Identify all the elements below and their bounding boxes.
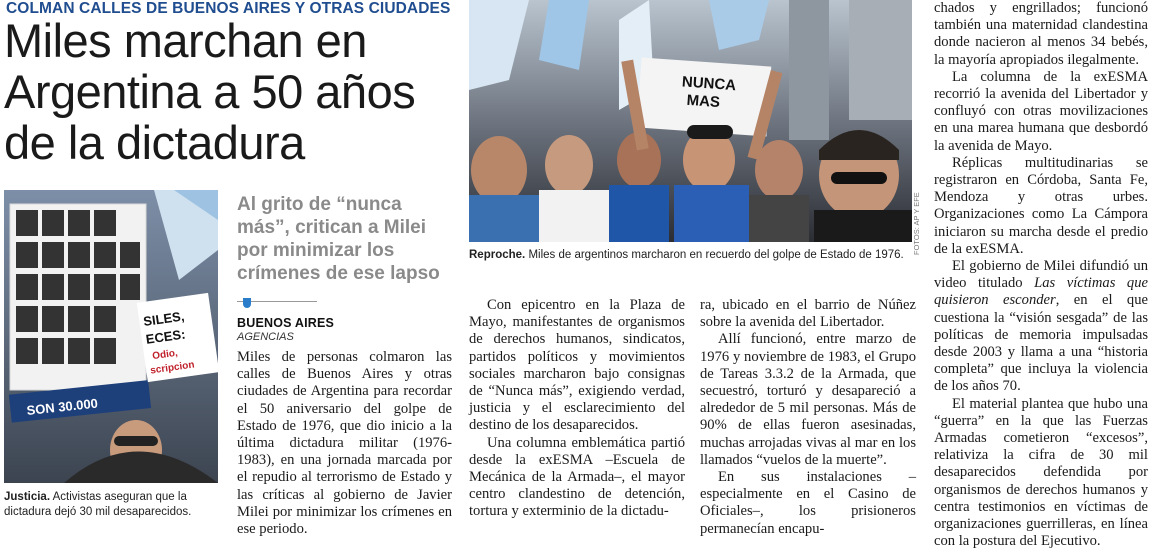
paragraph: El material plantea que hubo una “guerra” en la que las Fuerzas Armadas cometieron “excesos”, relativiza la cifra de 30 mil desaparecidos defendida por organismos de derechos humanos y centra testimonios en víctimas de organizaciones guerrilleras, en línea con la postura del Ejecutivo.	[934, 395, 1148, 550]
paragraph: La columna de la exESMA recorrió la avenida del Libertador y confluyó con otras movilizaciones en una marea humana que desbordó la avenida de Mayo.	[934, 68, 1148, 154]
main-photo	[469, 0, 912, 242]
main-photo-caption: Reproche. Miles de argentinos marcharon en recuerdo del golpe de Estado de 1976.	[469, 249, 904, 261]
article-headline: Miles marchan en Argentina a 50 años de la dictadura	[4, 14, 416, 169]
body-column-2	[469, 297, 685, 521]
left-photo-caption: Justicia. Activistas aseguran que la dictadura dejó 30 mil desaparecidos.	[4, 491, 192, 518]
pin-marker-icon	[243, 298, 251, 308]
paragraph: El gobierno de Milei difundió un video titulado Las víctimas que quisieron esconder, en el que cuestiona la “visión sesgada” de las políticas de memoria impulsadas desde 2003 y llama a una “historia completa” que incluya la violencia de los años 70.	[934, 258, 1148, 395]
paragraph: Una columna emblemática partió desde la exESMA –Escuela de Mecánica de la Armada–, el mayor centro clandestino de detención, tortura y exterminio de la dictadu-	[469, 434, 685, 520]
paragraph: chados y engrillados; funcionó también una maternidad clandestina donde nacieron al menos 34 bebés, la mayoría apropiados ilegalmente.	[934, 0, 1148, 68]
svg-text:ECES:: ECES:	[144, 326, 187, 347]
paragraph: Allí funcionó, entre marzo de 1976 y noviembre de 1983, el Grupo de Tareas 3.3.2 de la Armada, que secuestró, torturó y desapareció a alrededor de 5 mil personas. Más de 90% de ellas fueron asesinadas, muchas arrojadas vivas al mar en los llamados “vuelos de la muerte”.	[700, 331, 916, 468]
paragraph: Con epicentro en la Plaza de Mayo, manifestantes de organismos de derechos humanos, sindicatos, partidos políticos y movimientos sociales marcharon bajo consignas de “Nunca más”, exigiendo verdad, justicia y el esclarecimiento del destino de los desaparecidos.	[469, 297, 685, 434]
article-kicker: COLMAN CALLES DE BUENOS AIRES Y OTRAS CIUDADES	[6, 0, 451, 17]
paragraph: Miles de personas colmaron las calles de Buenos Aires y otras ciudades de Argentina para recordar el 50 aniversario del golpe de Estado de 1976, que dio inicio a la última dictadura militar (1976-1983), en una jornada marcada por el repudio al terrorismo de Estado y las críticas al gobierno de Javier Milei por minimizar los crímenes en ese periodo.	[237, 349, 452, 538]
article-subhead: Al grito de “nunca más”, critican a Milei por minimizar los crímenes de ese lapso	[237, 194, 440, 284]
dateline-agency: AGENCIAS	[237, 331, 294, 343]
banner-text-line-1: NUNCA	[681, 73, 737, 95]
svg-text:scripcion: scripcion	[149, 359, 196, 377]
svg-text:SILES,: SILES,	[142, 308, 186, 330]
paragraph: En sus instalaciones –especialmente en el Casino de Oficiales–, los prisioneros permanecían encapu-	[700, 469, 916, 537]
banner-text-line-2: MAS	[686, 91, 721, 112]
photo-credit: FOTOS: AP Y EFE	[912, 192, 921, 255]
sign-banner-text: SON 30.000	[25, 395, 99, 418]
svg-text:Odio,: Odio,	[151, 347, 179, 363]
paragraph: ra, ubicado en el barrio de Núñez sobre la avenida del Libertador.	[700, 297, 916, 331]
dateline-place: BUENOS AIRES	[237, 316, 335, 330]
paragraph: Réplicas multitudinarias se registraron en Córdoba, Santa Fe, Mendoza y otras urbes. Organizaciones como La Cámpora iniciaron su marcha desde el predio de la exESMA.	[934, 154, 1148, 257]
body-column-1	[237, 349, 452, 538]
left-photo	[4, 190, 218, 483]
body-column-4	[934, 0, 1148, 551]
body-column-3	[700, 297, 916, 538]
